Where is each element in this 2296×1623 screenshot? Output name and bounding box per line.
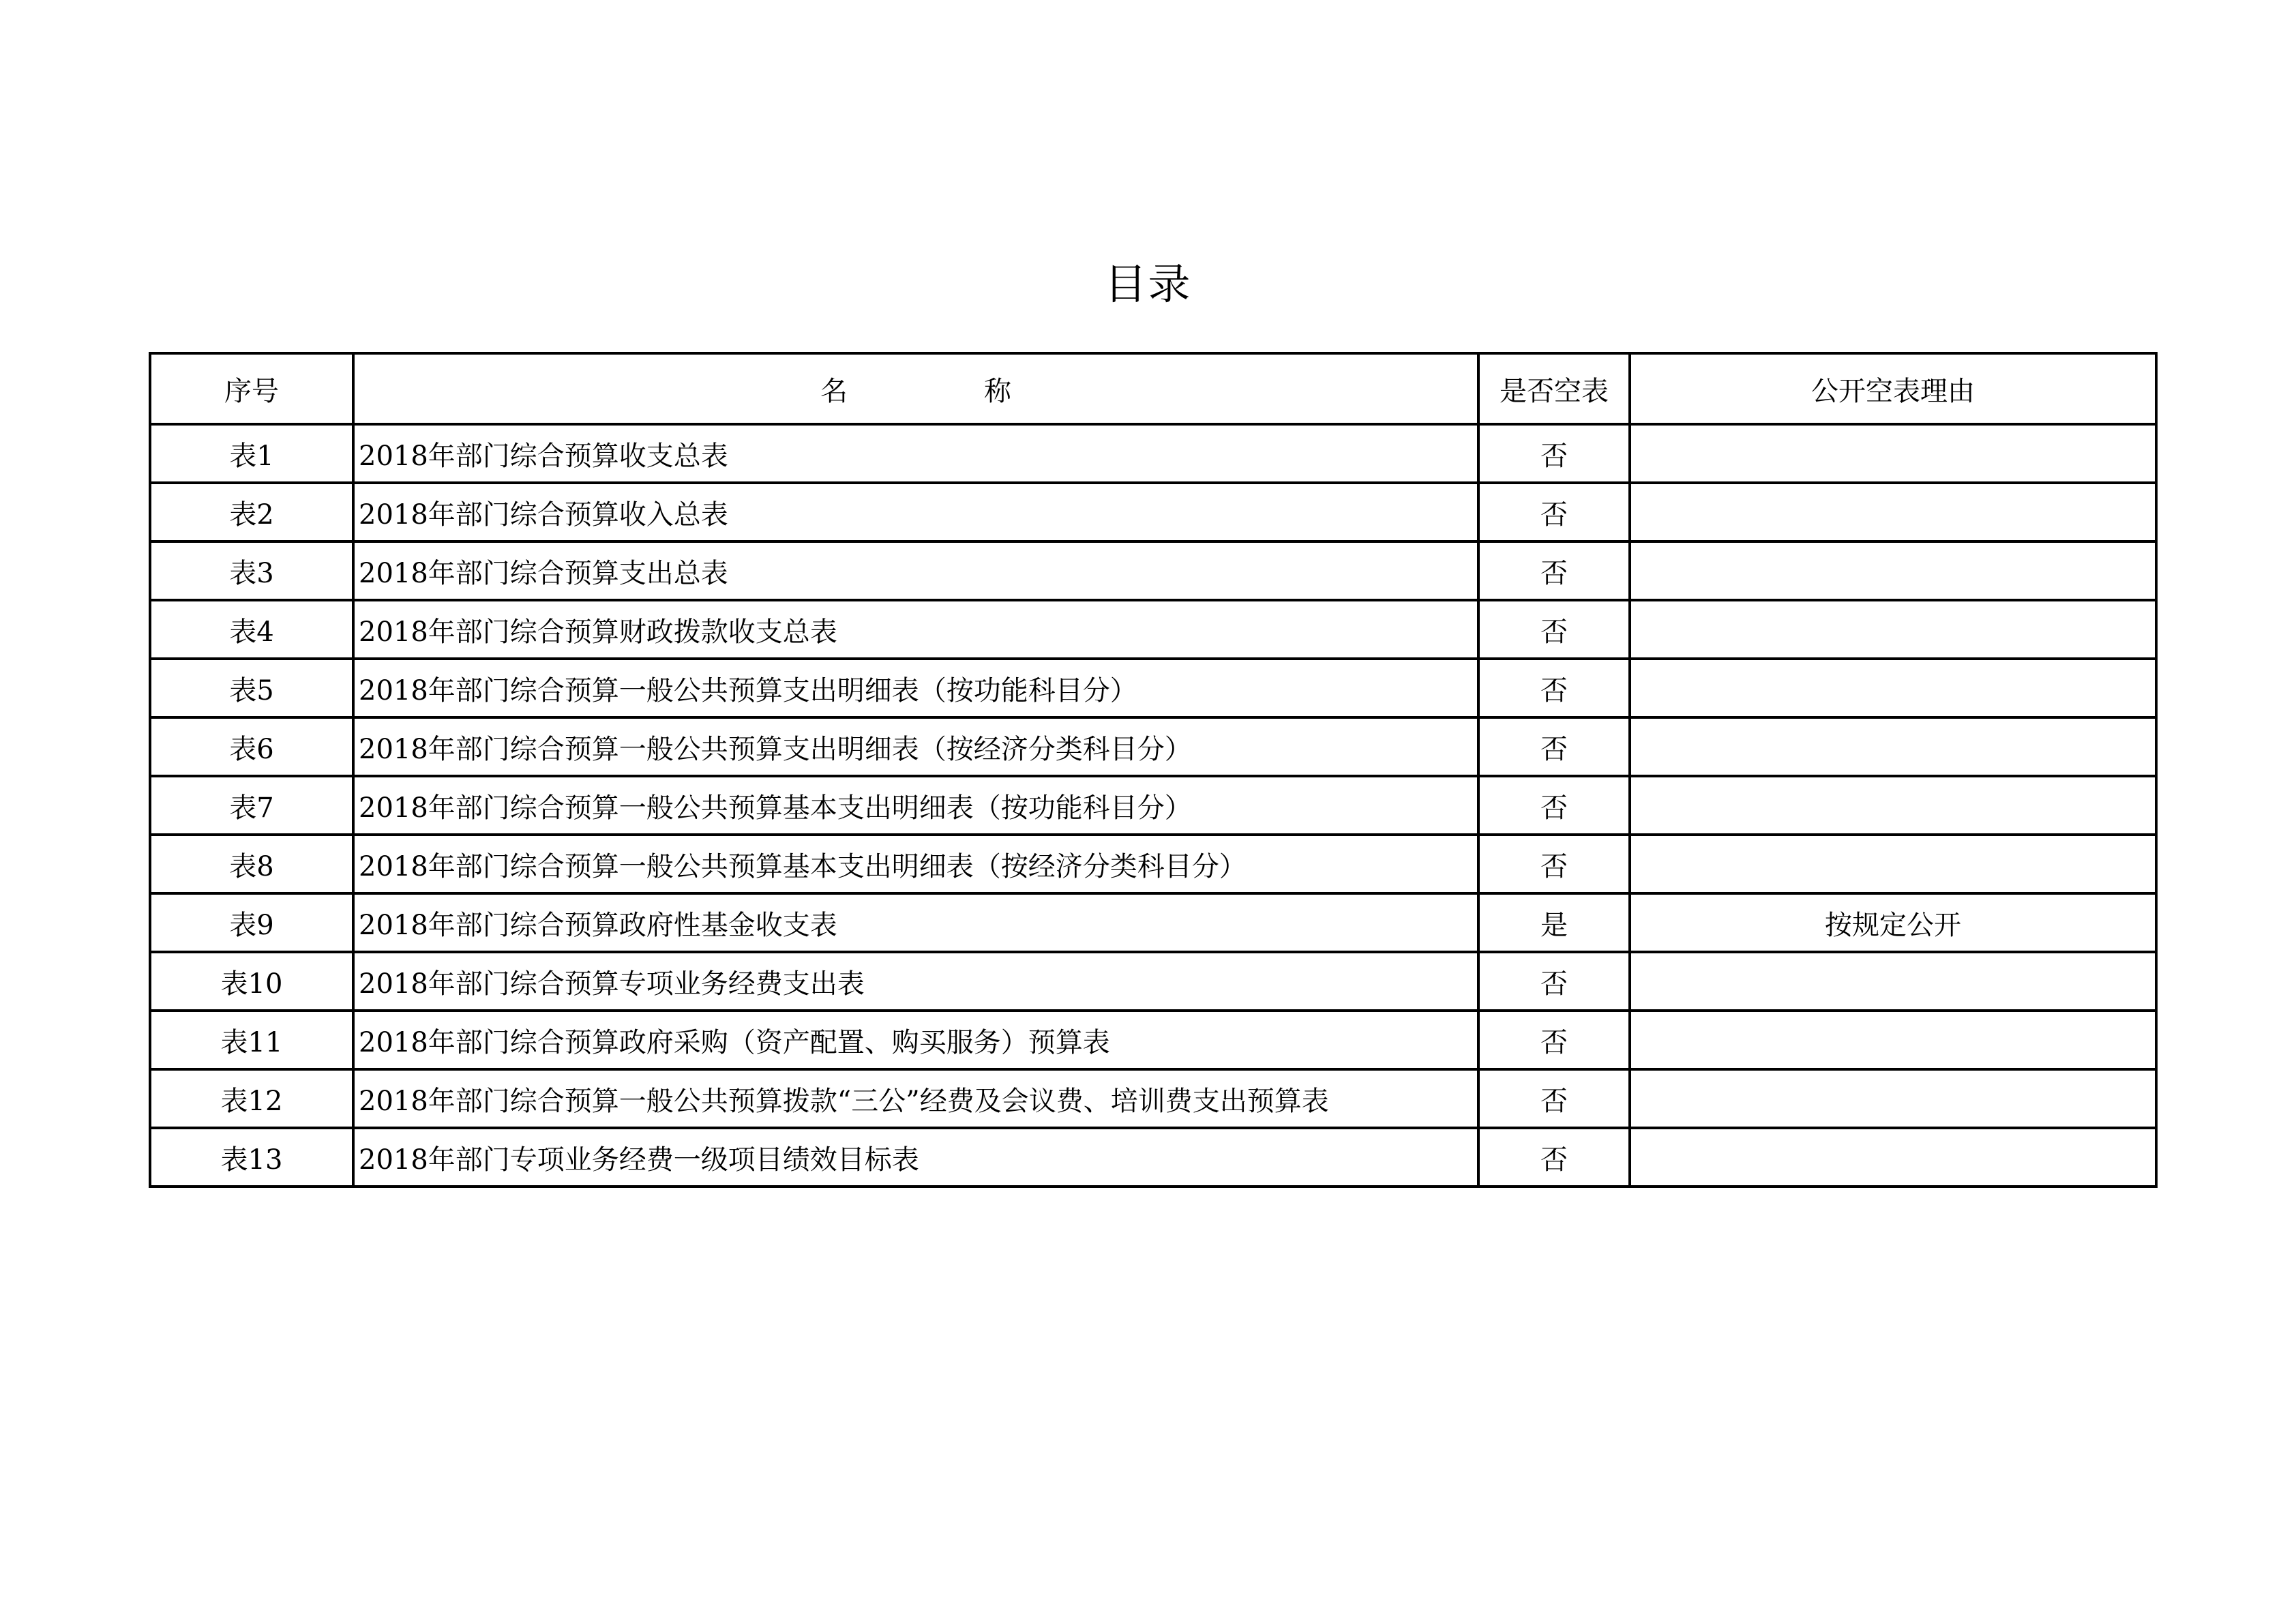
row-no: 表10 xyxy=(150,952,353,1011)
table-row xyxy=(150,659,2156,717)
row-reason xyxy=(1630,483,2156,541)
row-no: 表11 xyxy=(150,1011,353,1069)
row-name: 2018年部门综合预算支出总表 xyxy=(353,541,1478,600)
row-is-empty: 否 xyxy=(1478,717,1630,776)
row-is-empty: 否 xyxy=(1478,835,1630,893)
row-name: 2018年部门综合预算收支总表 xyxy=(353,424,1478,483)
header-is-empty: 是否空表 xyxy=(1478,353,1630,424)
header-reason: 公开空表理由 xyxy=(1630,353,2156,424)
table-row xyxy=(150,952,2156,1011)
row-no: 表6 xyxy=(150,717,353,776)
row-no: 表4 xyxy=(150,600,353,659)
row-no: 表7 xyxy=(150,776,353,835)
row-is-empty: 否 xyxy=(1478,659,1630,717)
table-row xyxy=(150,600,2156,659)
row-is-empty: 否 xyxy=(1478,952,1630,1011)
header-name xyxy=(353,353,1478,424)
row-reason xyxy=(1630,1128,2156,1187)
row-is-empty: 否 xyxy=(1478,1069,1630,1128)
row-is-empty: 否 xyxy=(1478,1011,1630,1069)
row-no: 表1 xyxy=(150,424,353,483)
row-reason xyxy=(1630,659,2156,717)
header-no: 序号 xyxy=(150,353,353,424)
row-reason xyxy=(1630,541,2156,600)
row-no: 表3 xyxy=(150,541,353,600)
row-no: 表8 xyxy=(150,835,353,893)
table-row xyxy=(150,424,2156,483)
row-no: 表5 xyxy=(150,659,353,717)
table-row xyxy=(150,483,2156,541)
row-name: 2018年部门综合预算一般公共预算基本支出明细表（按经济分类科目分） xyxy=(353,835,1478,893)
table-row xyxy=(150,776,2156,835)
row-name: 2018年部门综合预算专项业务经费支出表 xyxy=(353,952,1478,1011)
row-reason xyxy=(1630,717,2156,776)
row-no: 表2 xyxy=(150,483,353,541)
table-row xyxy=(150,893,2156,952)
row-reason xyxy=(1630,424,2156,483)
header-name-label: 名称 xyxy=(820,375,1148,407)
row-no: 表9 xyxy=(150,893,353,952)
page-title: 目录 xyxy=(1104,259,1192,309)
row-name: 2018年部门综合预算政府性基金收支表 xyxy=(353,893,1478,952)
row-is-empty: 否 xyxy=(1478,600,1630,659)
table-row xyxy=(150,1069,2156,1128)
table-row xyxy=(150,717,2156,776)
row-reason xyxy=(1630,952,2156,1011)
toc-table xyxy=(149,352,2158,1188)
row-name: 2018年部门综合预算一般公共预算支出明细表（按经济分类科目分） xyxy=(353,717,1478,776)
row-name: 2018年部门综合预算政府采购（资产配置、购买服务）预算表 xyxy=(353,1011,1478,1069)
row-no: 表13 xyxy=(150,1128,353,1187)
row-is-empty: 否 xyxy=(1478,541,1630,600)
row-reason xyxy=(1630,600,2156,659)
row-is-empty: 是 xyxy=(1478,893,1630,952)
row-reason: 按规定公开 xyxy=(1630,893,2156,952)
row-no: 表12 xyxy=(150,1069,353,1128)
row-name: 2018年部门综合预算一般公共预算基本支出明细表（按功能科目分） xyxy=(353,776,1478,835)
row-name: 2018年部门综合预算一般公共预算拨款“三公”经费及会议费、培训费支出预算表 xyxy=(353,1069,1478,1128)
row-name: 2018年部门专项业务经费一级项目绩效目标表 xyxy=(353,1128,1478,1187)
row-is-empty: 否 xyxy=(1478,483,1630,541)
row-reason xyxy=(1630,776,2156,835)
table-row xyxy=(150,835,2156,893)
table-row xyxy=(150,541,2156,600)
row-reason xyxy=(1630,1011,2156,1069)
table-row xyxy=(150,1128,2156,1187)
row-name: 2018年部门综合预算收入总表 xyxy=(353,483,1478,541)
table-row xyxy=(150,1011,2156,1069)
row-is-empty: 否 xyxy=(1478,424,1630,483)
row-is-empty: 否 xyxy=(1478,1128,1630,1187)
header-row xyxy=(150,353,2156,424)
row-reason xyxy=(1630,835,2156,893)
row-reason xyxy=(1630,1069,2156,1128)
row-name: 2018年部门综合预算一般公共预算支出明细表（按功能科目分） xyxy=(353,659,1478,717)
row-is-empty: 否 xyxy=(1478,776,1630,835)
row-name: 2018年部门综合预算财政拨款收支总表 xyxy=(353,600,1478,659)
